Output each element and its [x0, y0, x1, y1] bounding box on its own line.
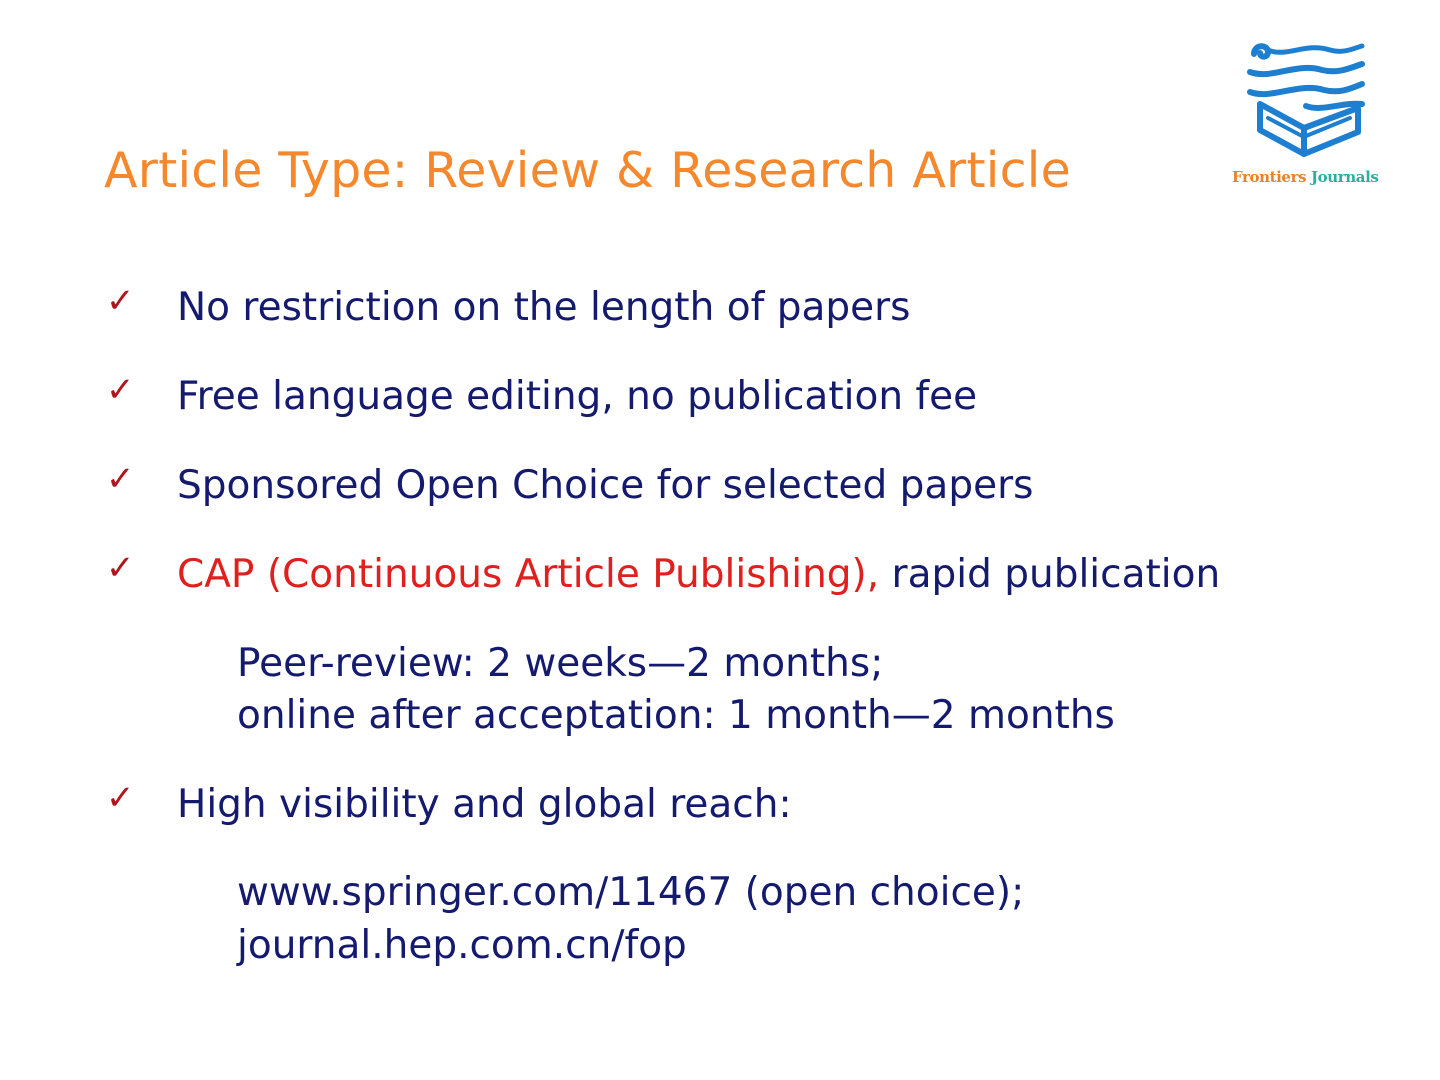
visibility-detail-line: journal.hep.com.cn/fop	[237, 923, 687, 968]
bullet-text: High visibility and global reach:	[177, 782, 792, 827]
checkmark-icon: ✓	[106, 281, 135, 321]
cap-detail-line: online after acceptation: 1 month—2 months	[237, 693, 1115, 738]
bullet-text: No restriction on the length of papers	[177, 285, 911, 330]
bullet-text: Sponsored Open Choice for selected papers	[177, 463, 1034, 508]
frontiers-wave-book-icon	[1246, 40, 1370, 164]
slide-title: Article Type: Review & Research Article	[104, 142, 1071, 199]
bullet-text	[177, 552, 1221, 597]
logo-word-journals: Journals	[1310, 168, 1379, 186]
checkmark-icon: ✓	[106, 778, 135, 818]
logo-wordmark	[1232, 168, 1378, 186]
frontiers-journals-logo	[1228, 40, 1388, 200]
cap-detail-line: Peer-review: 2 weeks—2 months;	[237, 641, 884, 686]
checkmark-icon: ✓	[106, 459, 135, 499]
logo-word-frontiers: Frontiers	[1232, 168, 1307, 186]
checkmark-icon: ✓	[106, 548, 135, 588]
cap-rest: rapid publication	[879, 552, 1221, 597]
visibility-detail-line: www.springer.com/11467 (open choice);	[237, 870, 1025, 915]
cap-highlight: CAP (Continuous Article Publishing),	[177, 552, 880, 597]
checkmark-icon: ✓	[106, 370, 135, 410]
bullet-text: Free language editing, no publication fee	[177, 374, 978, 419]
